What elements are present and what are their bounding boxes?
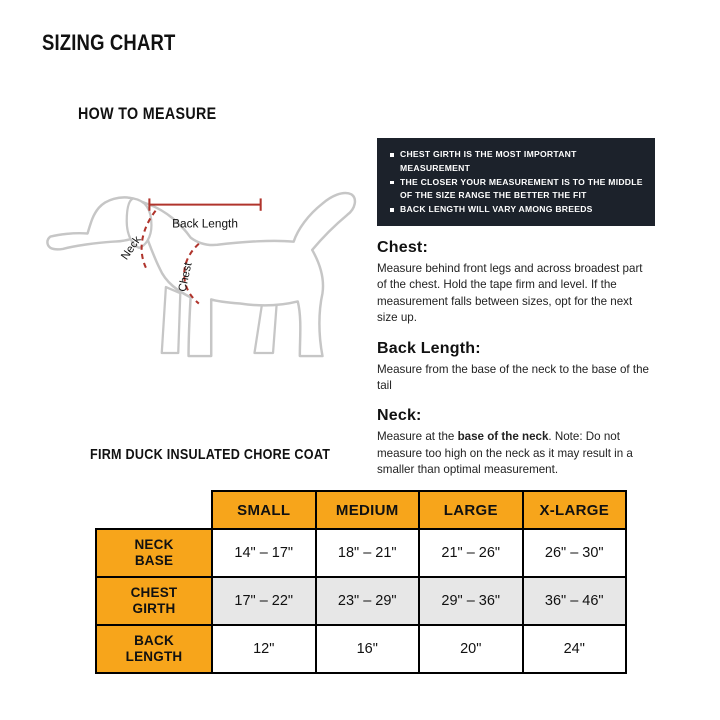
measure-instructions bbox=[377, 138, 655, 479]
chest-label: Chest bbox=[176, 261, 195, 293]
table-corner-blank bbox=[96, 491, 212, 529]
neck-body: Measure at the base of the neck. Note: Do not measure too high on the neck as it may result in a smaller than optimal measurement. bbox=[377, 430, 633, 477]
how-to-measure-heading: HOW TO MEASURE bbox=[78, 104, 217, 123]
column-header-large: LARGE bbox=[419, 491, 523, 529]
back-length-measure-line bbox=[149, 198, 260, 210]
table-row-neck-base bbox=[96, 529, 626, 577]
neck-label: Neck bbox=[119, 234, 144, 263]
chest-body: Measure behind front legs and across broadest part of the chest. Hold the tape firm and level. If the measurement falls between sizes, opt for the next size up. bbox=[377, 261, 643, 325]
cell-back-xlarge: 24" bbox=[523, 625, 627, 673]
cell-neck-large: 21" – 26" bbox=[419, 529, 523, 577]
back-length-label: Back Length bbox=[172, 216, 238, 231]
neck-heading: Neck: bbox=[377, 407, 422, 425]
dog-illustration bbox=[34, 146, 374, 426]
column-header-medium: MEDIUM bbox=[316, 491, 420, 529]
back-length-heading: Back Length: bbox=[377, 339, 481, 357]
tips-list bbox=[389, 148, 643, 217]
cell-chest-large: 29" – 36" bbox=[419, 577, 523, 625]
cell-back-medium: 16" bbox=[316, 625, 420, 673]
cell-neck-small: 14" – 17" bbox=[212, 529, 316, 577]
page-title: SIZING CHART bbox=[42, 30, 176, 55]
table-row-back-length bbox=[96, 625, 626, 673]
product-title: FIRM DUCK INSULATED CHORE COAT bbox=[90, 446, 331, 463]
back-length-body: Measure from the base of the neck to the base of the tail bbox=[377, 362, 649, 393]
column-header-small: SMALL bbox=[212, 491, 316, 529]
cell-chest-xlarge: 36" – 46" bbox=[523, 577, 627, 625]
cell-chest-small: 17" – 22" bbox=[212, 577, 316, 625]
dog-measurement-diagram bbox=[34, 146, 374, 426]
cell-neck-medium: 18" – 21" bbox=[316, 529, 420, 577]
row-label-neck-base: NECK BASE bbox=[96, 529, 212, 577]
tip-item: THE CLOSER YOUR MEASUREMENT IS TO THE MIDDLE OF THE SIZE RANGE THE BETTER THE FIT bbox=[389, 176, 643, 204]
tips-panel bbox=[377, 138, 655, 226]
cell-chest-medium: 23" – 29" bbox=[316, 577, 420, 625]
tip-item: CHEST GIRTH IS THE MOST IMPORTANT MEASUREMENT bbox=[389, 148, 643, 176]
table-row-chest-girth bbox=[96, 577, 626, 625]
row-label-back-length: BACK LENGTH bbox=[96, 625, 212, 673]
row-label-chest-girth: CHEST GIRTH bbox=[96, 577, 212, 625]
column-header-xlarge: X-LARGE bbox=[523, 491, 627, 529]
table-header-row bbox=[96, 491, 626, 529]
size-table bbox=[95, 490, 627, 674]
chest-heading: Chest: bbox=[377, 238, 428, 256]
dog-far-front-leg bbox=[162, 287, 181, 353]
cell-neck-xlarge: 26" – 30" bbox=[523, 529, 627, 577]
cell-back-small: 12" bbox=[212, 625, 316, 673]
tip-item: BACK LENGTH WILL VARY AMONG BREEDS bbox=[389, 203, 643, 217]
cell-back-large: 20" bbox=[419, 625, 523, 673]
